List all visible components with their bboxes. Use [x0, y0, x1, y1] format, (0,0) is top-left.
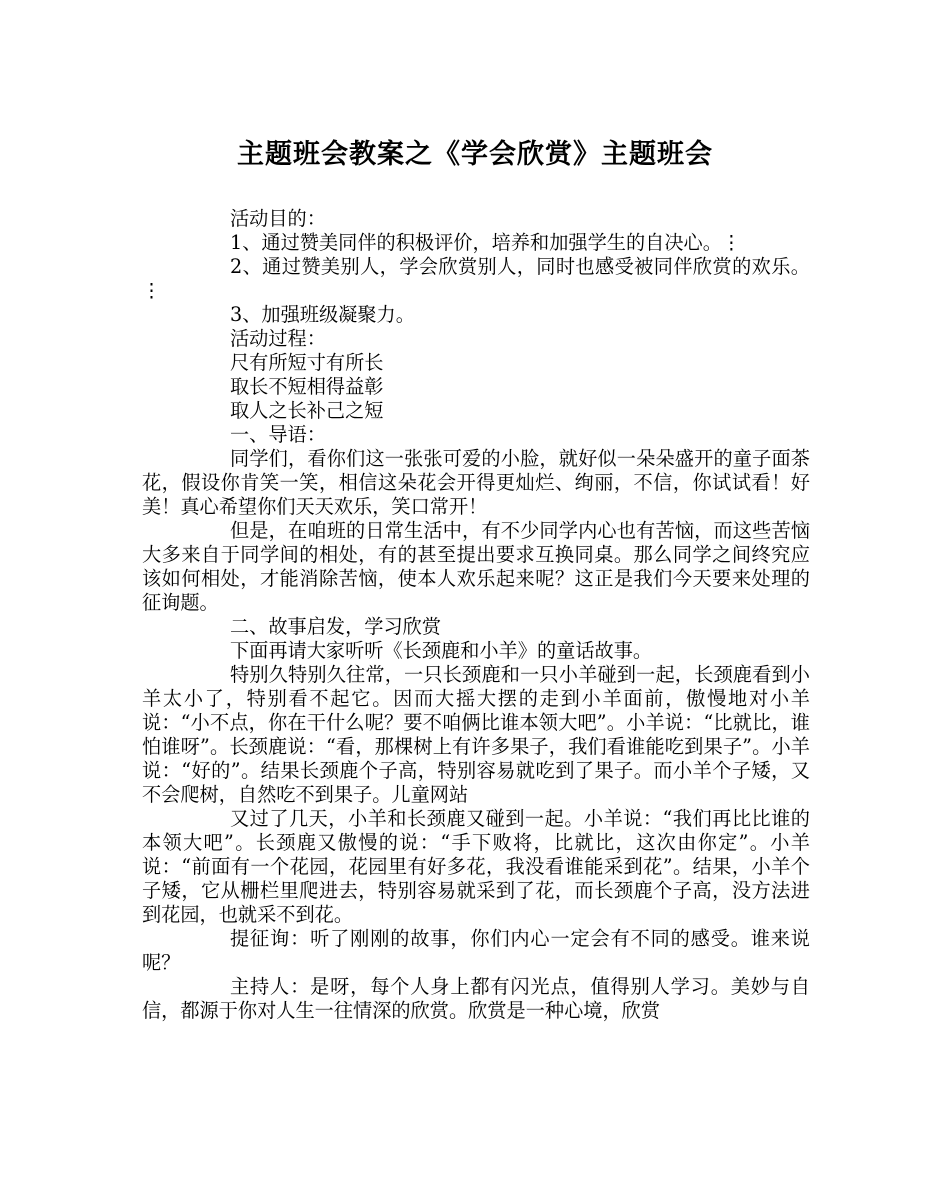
paragraph-question: 提征询：听了刚刚的故事，你们内心一定会有不同的感受。谁来说呢？	[142, 927, 810, 974]
document-title: 主题班会教案之《学会欣赏》主题班会	[237, 139, 713, 170]
paragraph-goal-1: 1、通过赞美同伴的积极评价，培养和加强学生的自决心。⋮	[230, 231, 742, 254]
paragraph-story-heading: 二、故事启发，学习欣赏	[230, 615, 442, 638]
paragraph-activity-goal-heading: 活动目的：	[230, 207, 326, 230]
paragraph-intro-heading: 一、导语：	[230, 423, 326, 446]
paragraph-story-part-1: 特别久特别久往常，一只长颈鹿和一只小羊碰到一起，长颈鹿看到小羊太小了，特别看不起它。因而大摇大摆的走到小羊面前，傲慢地对小羊说：“小不点，你在干什么呢？要不咱俩比谁本领大吧”。小羊说：“比就比，谁怕谁呀”。长颈鹿说：“看，那棵树上有许多果子，我们看谁能吃到果子”。小羊说：“好的”。结果长颈鹿个子高，特别容易就吃到了果子。而小羊个子矮，又不会爬树，自然吃不到果子。儿童网站	[142, 663, 810, 806]
paragraph-story-part-2: 又过了几天，小羊和长颈鹿又碰到一起。小羊说：“我们再比比谁的本领大吧”。长颈鹿又傲慢的说：“手下败将，比就比，这次由你定”。小羊说：“前面有一个花园，花园里有好多花，我没看谁能采到花”。结果，小羊个子矮，它从栅栏里爬进去，特别容易就采到了花，而长颈鹿个子高，没方法进到花园，也就采不到花。	[142, 807, 810, 926]
paragraph-motto-1: 尺有所短寸有所长	[230, 351, 384, 374]
paragraph-process-heading: 活动过程：	[230, 327, 326, 350]
paragraph-story-intro: 下面再请大家听听《长颈鹿和小羊》的童话故事。	[230, 639, 653, 662]
document-body	[142, 207, 810, 1023]
paragraph-motto-3: 取人之长补己之短	[230, 399, 384, 422]
paragraph-problem-text: 但是，在咱班的日常生活中，有不少同学内心也有苦恼，而这些苦恼大多来自于同学间的相处，有的甚至提出要求互换同桌。那么同学之间终究应该如何相处，才能消除苦恼，使本人欢乐起来呢？这正是我们今天要来处理的征询题。	[142, 519, 810, 614]
paragraph-goal-3: 3、加强班级凝聚力。	[230, 303, 415, 326]
paragraph-host-remark: 主持人：是呀，每个人身上都有闪光点，值得别人学习。美妙与自信，都源于你对人生一往情深的欣赏。欣赏是一种心境，欣赏	[142, 975, 810, 1022]
paragraph-goal-2: 2、通过赞美别人，学会欣赏别人，同时也感受被同伴欣赏的欢乐。⋮	[142, 255, 810, 302]
paragraph-motto-2: 取长不短相得益彰	[230, 375, 384, 398]
paragraph-intro-text: 同学们，看你们这一张张可爱的小脸，就好似一朵朵盛开的童子面茶花，假设你肯笑一笑，相信这朵花会开得更灿烂、绚丽，不信，你试试看！好美！真心希望你们天天欢乐，笑口常开！	[142, 447, 810, 518]
